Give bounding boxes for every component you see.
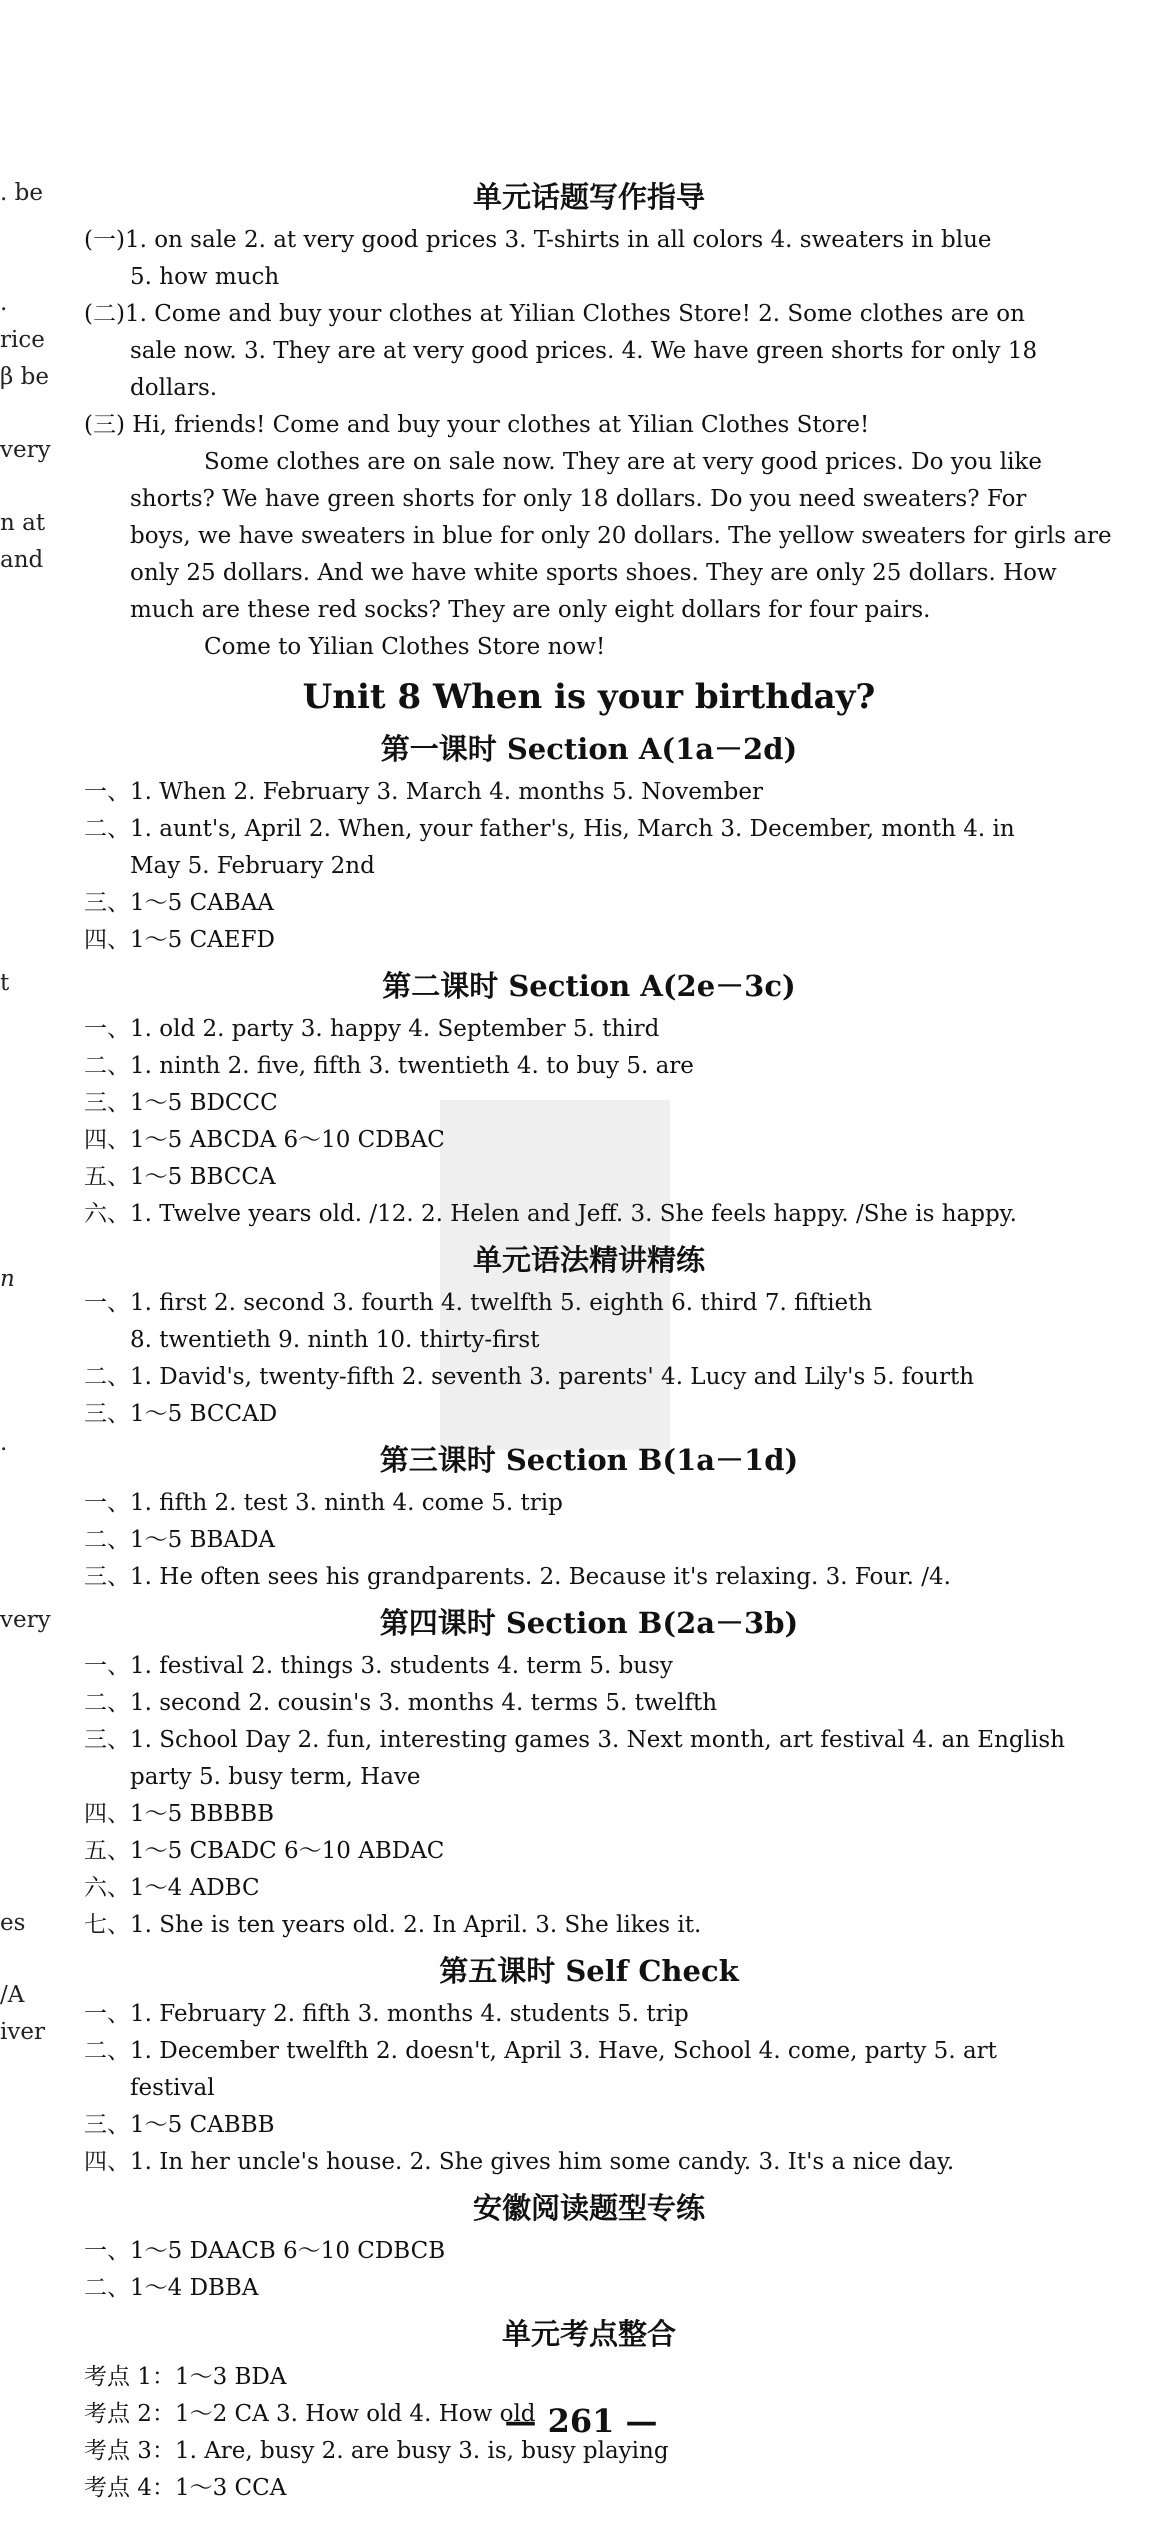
section-title-writing-guide: 单元话题写作指导 — [472, 180, 705, 214]
margin-fragment: and — [0, 547, 44, 573]
answer-line: 六、1. Twelve years old. /12. 2. Helen and Jeff. 3. She feels happy. /She is happy. — [84, 1201, 1017, 1227]
answer-line: 一、1. festival 2. things 3. students 4. term 5. busy — [84, 1653, 673, 1679]
essay-line: only 25 dollars. And we have white sports shoes. They are only 25 dollars. How — [130, 560, 1057, 586]
margin-fragment: rice — [0, 327, 45, 353]
answer-line: 四、1. In her uncle's house. 2. She gives him some candy. 3. It's a nice day. — [84, 2149, 955, 2175]
answer-line: 三、1～5 CABAA — [84, 890, 274, 916]
answer-line: 二、1. ninth 2. five, fifth 3. twentieth 4. to buy 5. are — [84, 1053, 694, 1079]
answer-line: 二、1. David's, twenty-fifth 2. seventh 3. parents' 4. Lucy and Lily's 5. fourth — [84, 1364, 975, 1390]
margin-fragment: . — [0, 1430, 8, 1456]
essay-line: shorts? We have green shorts for only 18 dollars. Do you need sweaters? For — [130, 486, 1027, 512]
answer-line: 考点 1：1～3 BDA — [84, 2364, 287, 2390]
margin-fragment: n at — [0, 510, 46, 536]
margin-fragment: very — [0, 1607, 51, 1633]
page-number: — 261 — — [504, 2402, 658, 2440]
answer-line: 三、1～5 BCCAD — [84, 1401, 278, 1427]
lesson-title-2: 第二课时 Section A(2e－3c) — [382, 969, 796, 1003]
answer-line: 二、1～5 BBADA — [84, 1527, 276, 1553]
margin-fragment: very — [0, 437, 51, 463]
essay-line: boys, we have sweaters in blue for only 20 dollars. The yellow sweaters for girls are — [130, 523, 1112, 549]
grammar-title: 单元语法精讲精练 — [472, 1243, 705, 1277]
kaodian-title: 单元考点整合 — [501, 2317, 676, 2351]
answer-key-page — [84, 170, 1112, 2507]
margin-fragment: /A — [0, 1982, 25, 2008]
margin-fragment: n — [0, 1266, 15, 1292]
answer-line: 五、1～5 CBADC 6～10 ABDAC — [84, 1838, 445, 1864]
answer-line: 一、1. old 2. party 3. happy 4. September 5. third — [84, 1016, 660, 1042]
margin-fragment: . — [0, 290, 8, 316]
margin-fragment: . be — [0, 180, 43, 206]
answer-line: 一、1. When 2. February 3. March 4. months 5. November — [84, 779, 763, 805]
answer-line: 四、1～5 ABCDA 6～10 CDBAC — [84, 1127, 445, 1153]
answer-line: dollars. — [130, 375, 218, 401]
answer-line: 七、1. She is ten years old. 2. In April. 3. She likes it. — [84, 1912, 702, 1938]
answer-line: (二)1. Come and buy your clothes at Yilian Clothes Store! 2. Some clothes are on — [84, 301, 1025, 327]
answer-line: 四、1～5 BBBBB — [84, 1801, 275, 1827]
answer-line: (三) Hi, friends! Come and buy your clothes at Yilian Clothes Store! — [84, 412, 870, 438]
lesson-title-4: 第四课时 Section B(2a－3b) — [379, 1606, 799, 1640]
essay-line: Some clothes are on sale now. They are at very good prices. Do you like — [204, 449, 1042, 475]
answer-line: May 5. February 2nd — [130, 853, 375, 879]
answer-line: 二、1. second 2. cousin's 3. months 4. terms 5. twelfth — [84, 1690, 718, 1716]
answer-line: 5. how much — [130, 264, 280, 290]
lesson-title-1: 第一课时 Section A(1a－2d) — [380, 732, 798, 766]
answer-line: party 5. busy term, Have — [130, 1764, 421, 1790]
answer-line: 三、1～5 BDCCC — [84, 1090, 278, 1116]
lesson-title-3: 第三课时 Section B(1a－1d) — [379, 1443, 799, 1477]
margin-fragment: iver — [0, 2019, 45, 2045]
lesson-title-5: 第五课时 Self Check — [439, 1954, 739, 1988]
answer-line: 四、1～5 CAEFD — [84, 927, 275, 953]
answer-line: 一、1. fifth 2. test 3. ninth 4. come 5. trip — [84, 1490, 563, 1516]
anhui-reading-title: 安徽阅读题型专练 — [472, 2191, 705, 2225]
essay-line: Come to Yilian Clothes Store now! — [204, 634, 606, 660]
answer-line: 三、1. He often sees his grandparents. 2. Because it's relaxing. 3. Four. /4. — [84, 1564, 951, 1590]
answer-line: 三、1～5 CABBB — [84, 2112, 275, 2138]
answer-line: sale now. 3. They are at very good prices. 4. We have green shorts for only 18 — [130, 338, 1038, 364]
answer-line: 一、1～5 DAACB 6～10 CDBCB — [84, 2238, 446, 2264]
answer-line: 考点 2：1～2 CA 3. How old 4. How old — [84, 2401, 536, 2427]
answer-line: (一)1. on sale 2. at very good prices 3. T-shirts in all colors 4. sweaters in blue — [84, 227, 992, 253]
essay-line: much are these red socks? They are only eight dollars for four pairs. — [130, 597, 931, 623]
answer-line: 8. twentieth 9. ninth 10. thirty-first — [130, 1327, 540, 1353]
answer-line: 六、1～4 ADBC — [84, 1875, 260, 1901]
answer-line: festival — [130, 2075, 215, 2101]
answer-line: 三、1. School Day 2. fun, interesting games 3. Next month, art festival 4. an English — [84, 1727, 1065, 1753]
answer-line: 一、1. first 2. second 3. fourth 4. twelfth 5. eighth 6. third 7. fiftieth — [84, 1290, 873, 1316]
answer-line: 二、1. December twelfth 2. doesn't, April 3. Have, School 4. come, party 5. art — [84, 2038, 997, 2064]
margin-fragment: t — [0, 970, 10, 996]
answer-line: 二、1. aunt's, April 2. When, your father's, His, March 3. December, month 4. in — [84, 816, 1015, 842]
margin-fragment: β be — [0, 364, 49, 390]
answer-line: 二、1～4 DBBA — [84, 2275, 259, 2301]
margin-fragment: es — [0, 1910, 26, 1936]
unit-title: Unit 8 When is your birthday? — [302, 677, 876, 717]
answer-line: 考点 3：1. Are, busy 2. are busy 3. is, busy playing — [84, 2438, 669, 2464]
answer-line: 考点 4：1～3 CCA — [84, 2475, 287, 2501]
answer-line: 五、1～5 BBCCA — [84, 1164, 276, 1190]
answer-line: 一、1. February 2. fifth 3. months 4. students 5. trip — [84, 2001, 689, 2027]
